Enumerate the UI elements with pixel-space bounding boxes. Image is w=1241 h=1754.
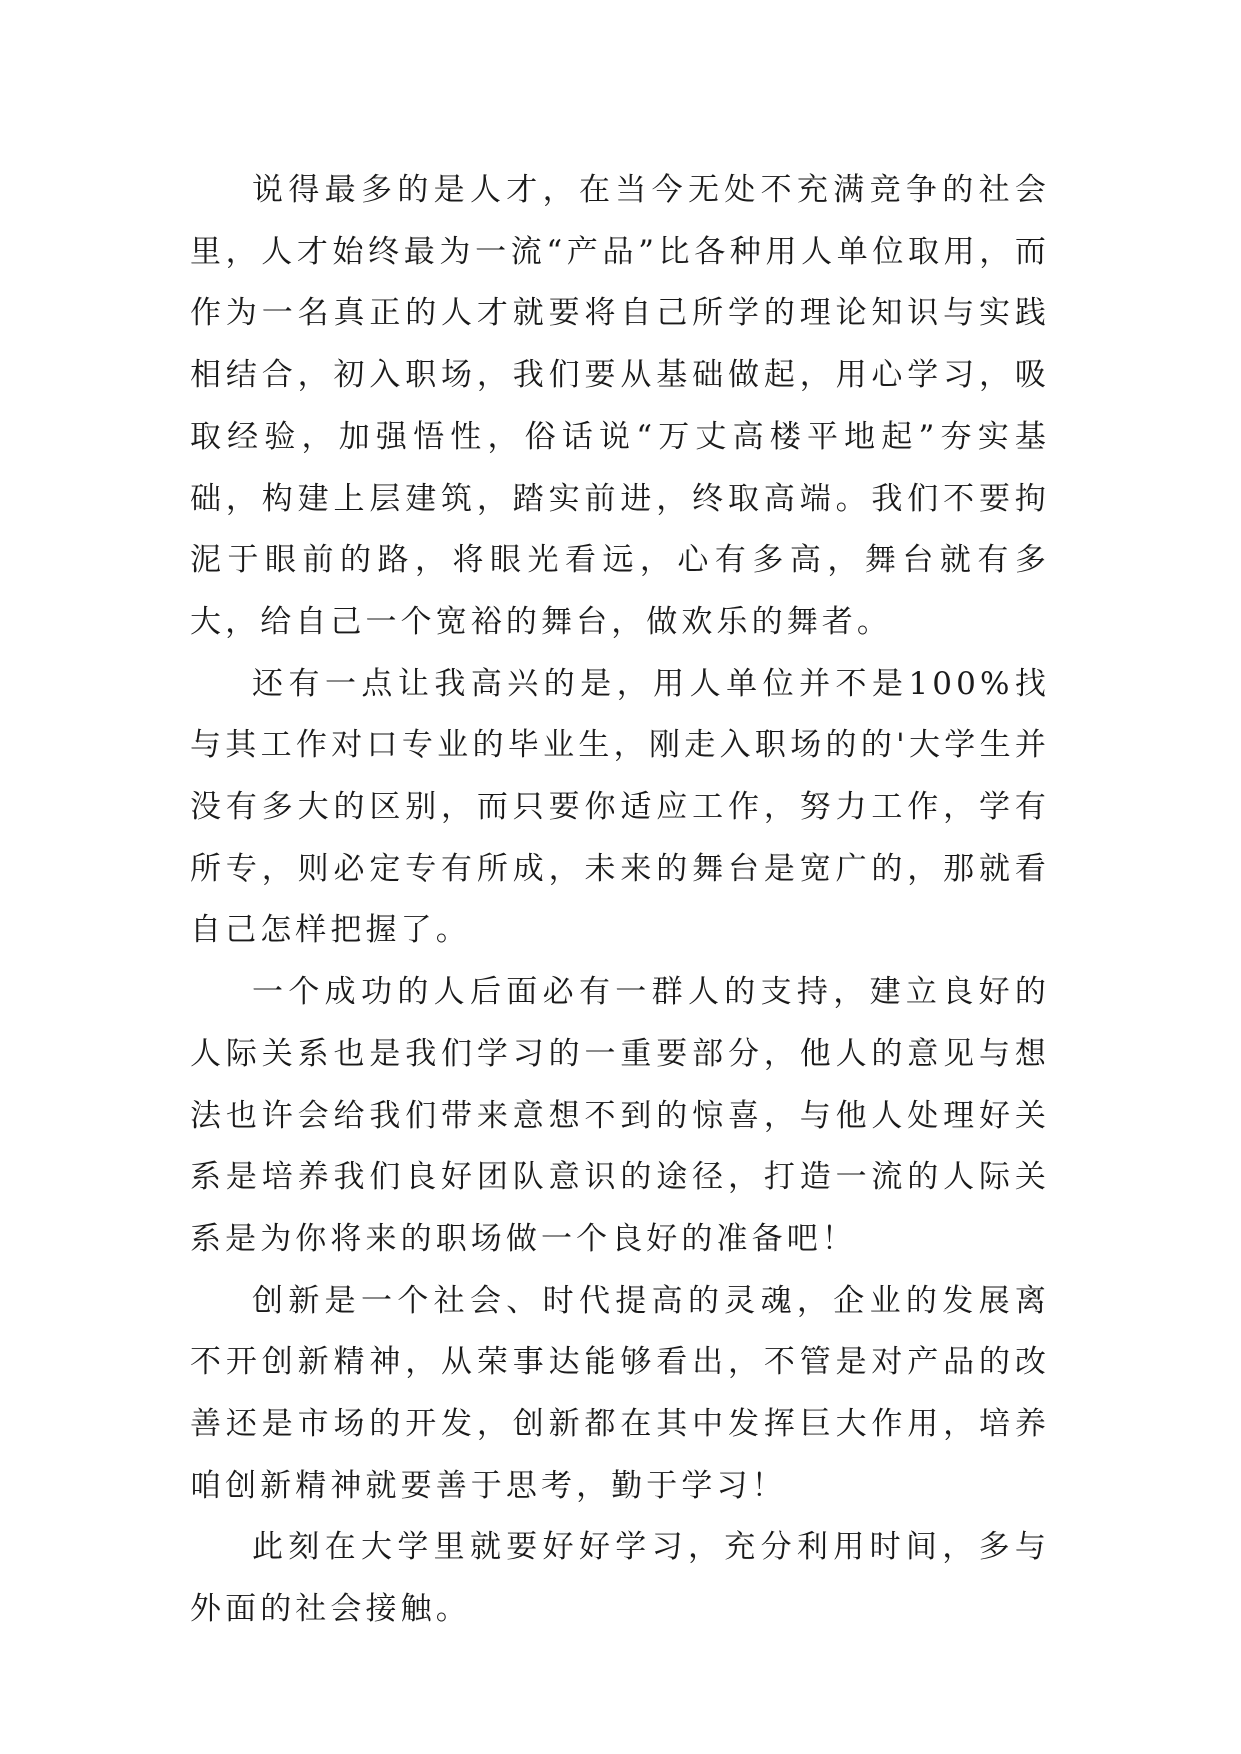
paragraph-innovation: 创新是一个社会、时代提高的灵魂，企业的发展离不开创新精神，从荣事达能够看出，不管是对产品的改善还是市场的开发，创新都在其中发挥巨大作用，培养咱创新精神就要善于思考，勤于学习！ [190, 1282, 1050, 1504]
paragraph-talent: 说得最多的是人才，在当今无处不充满竞争的社会里，人才始终最为一流“产品”比各种用人单位取用，而作为一名真正的人才就要将自己所学的理论知识与实践相结合，初入职场，我们要从基础做起，用心学习，吸取经验，加强悟性，俗话说“万丈高楼平地起”夯实基础，构建上层建筑，踏实前进，终取高端。我们不要拘泥于眼前的路，将眼光看远，心有多高，舞台就有多大，给自己一个宽裕的舞台，做欢乐的舞者。 [190, 172, 1050, 640]
paragraph-employers: 还有一点让我高兴的是，用人单位并不是100%找与其工作对口专业的毕业生，刚走入职场的的'大学生并没有多大的区别，而只要你适应工作，努力工作，学有所专，则必定专有所成，未来的舞台是宽广的，那就看自己怎样把握了。 [190, 665, 1050, 949]
paragraph-relationships: 一个成功的人后面必有一群人的支持，建立良好的人际关系也是我们学习的一重要部分，他人的意见与想法也许会给我们带来意想不到的惊喜，与他人处理好关系是培养我们良好团队意识的途径，打造一流的人际关系是为你将来的职场做一个良好的准备吧！ [190, 974, 1050, 1257]
paragraph-study: 此刻在大学里就要好好学习，充分利用时间，多与外面的社会接触。 [190, 1529, 1050, 1628]
document-body [190, 160, 1050, 1641]
